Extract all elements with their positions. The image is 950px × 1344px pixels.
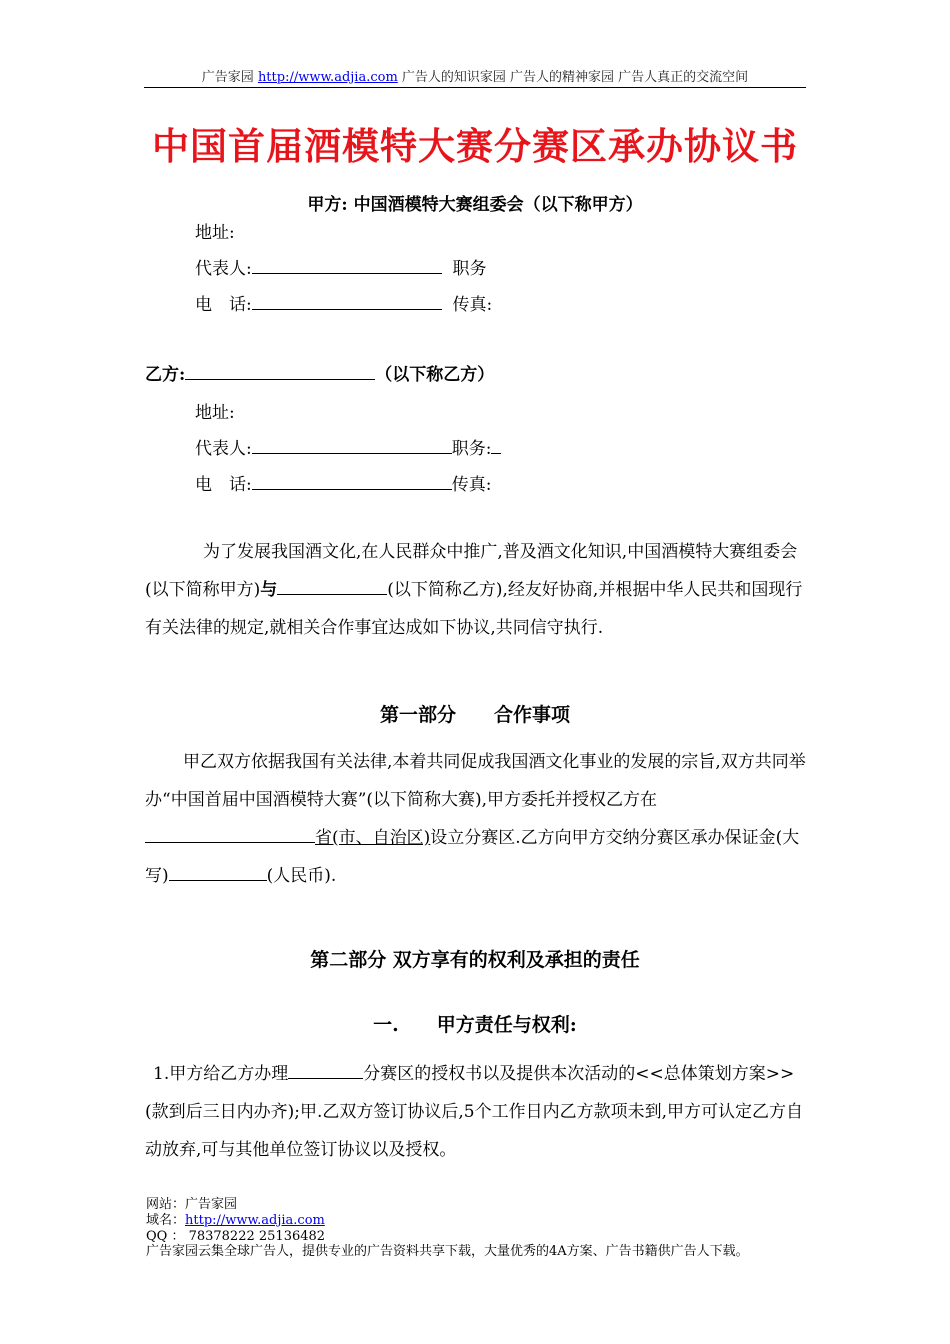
- intro-part2: (以下简称乙方),经友好协商,并根据中华人民共和国现行有关法律的规定,就相关合作事宜达成如下协议,共同信守执行.: [145, 580, 803, 638]
- party-b-label: 乙方:: [145, 365, 186, 385]
- footer-qq: QQ ： 78378222 25136482: [146, 1229, 326, 1244]
- party-b-position-blank[interactable]: [491, 438, 501, 454]
- intro-paragraph: [145, 533, 807, 647]
- item-1-text-a: 1.甲方给乙方办理: [153, 1064, 289, 1084]
- party-b-position-label: 职务:: [451, 439, 492, 459]
- intro-part1: 为了发展我国酒文化,在人民群众中推广,普及酒文化知识,中国酒模特大赛组委会(以下简称甲方): [145, 542, 798, 600]
- party-b-phone-row: [195, 470, 491, 495]
- item-1-text-b: 分赛区的授权书以及提供本次活动的<<总体策划方案>>(款到后三日内办齐);甲.乙双方签订协议后,5个工作日内乙方款项未到,甲方可认定乙方自动放弃,可与其他单位签订协议以及授权。: [145, 1064, 804, 1160]
- header-rule: [144, 87, 806, 88]
- document-title: 中国首届酒模特大赛分赛区承办协议书: [152, 124, 798, 168]
- footer-domain-link[interactable]: http://www.adjia.com: [185, 1213, 325, 1228]
- party-b-phone-blank[interactable]: [252, 474, 452, 490]
- section-1-text2: 设立分赛区.乙方向甲方交纳分赛区承办保证金(大写): [145, 828, 800, 886]
- section-1-text3: (人民币).: [266, 866, 337, 886]
- section-1-text1: 甲乙双方依据我国有关法律,本着共同促成我国酒文化事业的发展的宗旨,双方共同举办“中国首届中国酒模特大赛”(以下简称大赛),甲方委托并授权乙方在: [145, 752, 806, 810]
- party-a-rep-label: 代表人:: [195, 259, 252, 279]
- party-a-phone-label: 电 话:: [195, 295, 252, 315]
- province-blank[interactable]: [145, 827, 315, 843]
- header-link[interactable]: http://www.adjia.com: [257, 70, 398, 85]
- party-a-fax-label: 传真:: [452, 295, 493, 315]
- footer-domain-label: 域名：: [146, 1213, 186, 1228]
- party-b-address: 地址:: [195, 403, 235, 423]
- section-1-province: 省(市、自治区): [315, 828, 431, 848]
- party-b-phone-label: 电 话:: [195, 475, 252, 495]
- party-b-rep-label: 代表人:: [195, 439, 252, 459]
- party-a-phone-blank[interactable]: [252, 294, 442, 310]
- party-a-heading: 甲方: 中国酒模特大赛组委会（以下称甲方）: [307, 195, 643, 215]
- party-a-rep-blank[interactable]: [252, 258, 442, 274]
- section-2-item-1: [145, 1055, 807, 1169]
- party-a-rep-row: [195, 254, 487, 279]
- party-a-position-label: 职务: [452, 259, 487, 279]
- intro-with: 与: [260, 580, 278, 600]
- footer-description: 广告家园云集全球广告人，提供专业的广告资料共享下载，大量优秀的4A方案、广告书籍供广告人下载。: [146, 1244, 749, 1259]
- party-b-rep-blank[interactable]: [252, 438, 452, 454]
- party-b-fax-label: 传真:: [451, 475, 492, 495]
- footer-site: 网站：广告家园: [146, 1197, 238, 1212]
- party-a-address: 地址:: [195, 223, 235, 243]
- section-2-subheading: 一. 甲方责任与权利:: [373, 1014, 577, 1036]
- footer-domain-row: [146, 1214, 325, 1228]
- party-b-note: （以下称乙方）: [375, 365, 495, 385]
- section-1-heading: 第一部分 合作事项: [379, 704, 570, 726]
- party-b-name-blank[interactable]: [185, 364, 375, 380]
- header-suffix: 广告人的知识家园 广告人的精神家园 广告人真正的交流空间: [397, 70, 749, 85]
- deposit-blank[interactable]: [169, 865, 267, 881]
- party-a-phone-row: [195, 290, 492, 315]
- section-2-heading: 第二部分 双方享有的权利及承担的责任: [310, 949, 640, 971]
- party-b-rep-row: [195, 434, 501, 459]
- item-1-region-blank[interactable]: [288, 1063, 363, 1079]
- intro-party-blank[interactable]: [277, 579, 387, 595]
- section-1-paragraph: [145, 743, 807, 895]
- header-prefix: 广告家园: [201, 70, 258, 85]
- page-header: [0, 66, 950, 85]
- party-b-heading: [145, 360, 494, 385]
